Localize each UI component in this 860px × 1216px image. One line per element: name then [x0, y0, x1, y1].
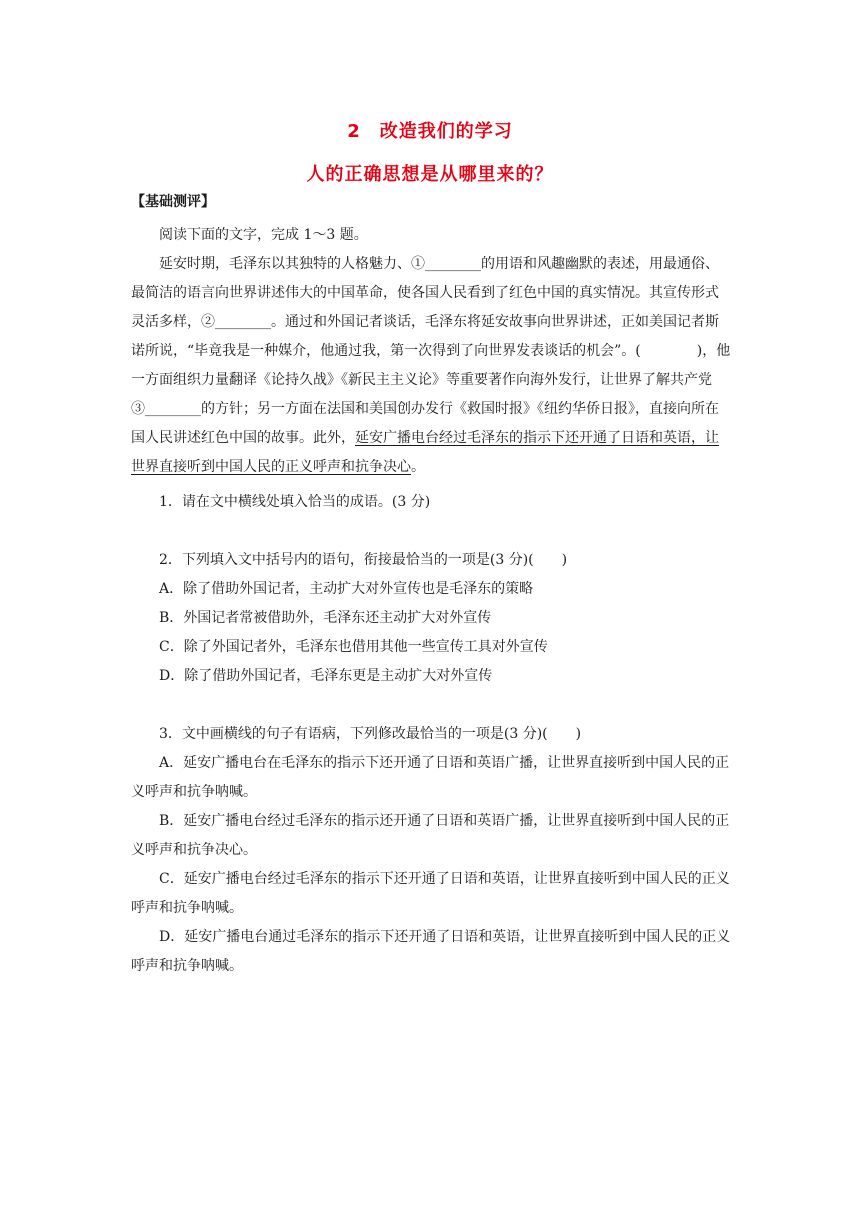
question-3-option-a: A．延安广播电台在毛泽东的指示下还开通了日语和英语广播，让世界直接听到中国人民的正义呼声和抗争呐喊。	[131, 755, 730, 800]
question-3-option-c: C．延安广播电台经过毛泽东的指示下还开通了日语和英语，让世界直接听到中国人民的正义呼声和抗争呐喊。	[131, 871, 730, 916]
question-2-option-b: B．外国记者常被借助外，毛泽东还主动扩大对外宣传	[159, 610, 492, 626]
lesson-title: 2 改造我们的学习	[347, 121, 513, 142]
question-3-stem: 3．文中画横线的句子有语病，下列修改最恰当的一项是(3 分)( )	[159, 726, 582, 742]
article-title: 人的正确思想是从哪里来的？	[306, 164, 554, 185]
section-label: 【基础测评】	[131, 194, 215, 210]
question-2-option-d: D．除了借助外国记者，毛泽东更是主动扩大对外宣传	[159, 668, 493, 684]
question-3-option-d: D．延安广播电台通过毛泽东的指示下还开通了日语和英语，让世界直接听到中国人民的正义呼声和抗争呐喊。	[131, 929, 731, 974]
passage-end: 。	[411, 459, 425, 475]
instruction-text: 阅读下面的文字，完成 1～3 题。	[159, 227, 368, 243]
question-2-option-c: C．除了外国记者外，毛泽东也借用其他一些宣传工具对外宣传	[159, 639, 548, 655]
question-2-stem: 2．下列填入文中括号内的语句，衔接最恰当的一项是(3 分)( )	[159, 552, 568, 568]
question-1-stem: 1．请在文中横线处填入恰当的成语。(3 分)	[159, 494, 431, 510]
question-2-option-a: A．除了借助外国记者，主动扩大对外宣传也是毛泽东的策略	[159, 581, 534, 597]
reading-passage	[131, 250, 731, 482]
passage-text: 延安时期，毛泽东以其独特的人格魅力、①________的用语和风趣幽默的表述，用最通俗、最简洁的语言向世界讲述伟大的中国革命，使各国人民看到了红色中国的真实情况。其宣传形式灵活多样，②________。通过和外国记者谈话，毛泽东将延安故事向世界讲述，正如美国记者斯诺所说，“毕竟我是一种媒介，他通过我，第一次得到了向世界发表谈话的机会”。( )，他一方面组织力量翻译《论持久战》《新民主主义论》等重要著作向海外发行，让世界了解共产党③________的方针；另一方面在法国和美国创办发行《救国时报》《纽约华侨日报》，直接向所在国人民讲述红色中国的故事。此外，	[131, 256, 731, 446]
passage-underlined-sentence: 延安广播电台经过毛泽东的指示下还开通了日语和英语，让世界直接听到中国人民的正义呼声和抗争决心	[131, 430, 719, 475]
question-3-option-b: B．延安广播电台经过毛泽东的指示还开通了日语和英语广播，让世界直接听到中国人民的正义呼声和抗争决心。	[131, 813, 730, 858]
